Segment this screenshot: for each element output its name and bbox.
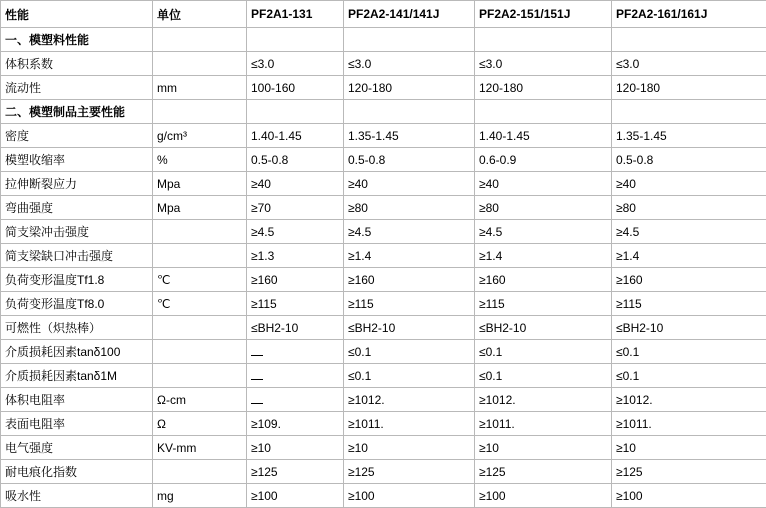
property-value: ≥1011. (344, 412, 475, 436)
property-value: ≥100 (247, 484, 344, 508)
table-row (1, 316, 766, 340)
table-row (1, 388, 766, 412)
property-label: 吸水性 (1, 484, 153, 508)
property-value: ≥40 (475, 172, 612, 196)
property-label: 介质损耗因素tanδ1M (1, 364, 153, 388)
property-value: ≥1012. (612, 388, 766, 412)
property-value: ≤BH2-10 (612, 316, 766, 340)
property-value: 0.5-0.8 (612, 148, 766, 172)
property-value (612, 100, 766, 124)
property-unit: ℃ (153, 292, 247, 316)
property-value (344, 100, 475, 124)
property-value: ≥115 (344, 292, 475, 316)
property-value (247, 388, 344, 412)
property-value: ≤3.0 (475, 52, 612, 76)
table-row (1, 364, 766, 388)
property-label: 模塑收缩率 (1, 148, 153, 172)
property-value: ≥10 (475, 436, 612, 460)
property-value: ≤0.1 (612, 364, 766, 388)
property-unit: KV-mm (153, 436, 247, 460)
property-value: 1.40-1.45 (475, 124, 612, 148)
property-value: 1.35-1.45 (344, 124, 475, 148)
column-header-pf2a2-141: PF2A2-141/141J (344, 1, 475, 28)
table-row (1, 460, 766, 484)
property-unit: % (153, 148, 247, 172)
property-value: ≤0.1 (475, 340, 612, 364)
property-value: ≥1011. (475, 412, 612, 436)
property-value: 0.5-0.8 (344, 148, 475, 172)
section-label: 二、模塑制品主要性能 (1, 100, 153, 124)
property-value: ≥115 (247, 292, 344, 316)
table-row (1, 52, 766, 76)
property-label: 可燃性（炽热棒） (1, 316, 153, 340)
property-label: 负荷变形温度Tf8.0 (1, 292, 153, 316)
property-unit: Ω (153, 412, 247, 436)
property-value: ≥40 (612, 172, 766, 196)
property-label: 流动性 (1, 76, 153, 100)
property-label: 耐电痕化指数 (1, 460, 153, 484)
property-value (475, 100, 612, 124)
property-value: ≥115 (475, 292, 612, 316)
property-unit: Mpa (153, 196, 247, 220)
property-value: ≥10 (612, 436, 766, 460)
property-value: 0.6-0.9 (475, 148, 612, 172)
empty-value-dash (251, 348, 263, 356)
property-unit: Ω-cm (153, 388, 247, 412)
table-row (1, 196, 766, 220)
column-header-pf2a2-151: PF2A2-151/151J (475, 1, 612, 28)
property-value: ≥125 (475, 460, 612, 484)
property-value: ≤0.1 (612, 340, 766, 364)
property-value: ≤3.0 (247, 52, 344, 76)
property-value: ≥10 (247, 436, 344, 460)
property-value: ≥80 (344, 196, 475, 220)
table-row (1, 436, 766, 460)
column-header-property: 性能 (1, 1, 153, 28)
table-body (1, 1, 766, 508)
property-value: ≥80 (475, 196, 612, 220)
property-value: ≤3.0 (612, 52, 766, 76)
property-value: ≥40 (247, 172, 344, 196)
section-row (1, 28, 766, 52)
property-value (247, 340, 344, 364)
property-unit: mg (153, 484, 247, 508)
property-value: ≤0.1 (344, 340, 475, 364)
property-unit (153, 52, 247, 76)
property-value: ≥1.4 (344, 244, 475, 268)
property-value: 120-180 (612, 76, 766, 100)
table-row (1, 244, 766, 268)
property-unit (153, 100, 247, 124)
property-unit: Mpa (153, 172, 247, 196)
property-value: ≤BH2-10 (247, 316, 344, 340)
table-row (1, 268, 766, 292)
section-row (1, 100, 766, 124)
property-value: ≥40 (344, 172, 475, 196)
table-row (1, 220, 766, 244)
column-header-pf2a1-131: PF2A1-131 (247, 1, 344, 28)
property-value: ≥125 (247, 460, 344, 484)
property-value: 1.35-1.45 (612, 124, 766, 148)
property-value: ≥160 (247, 268, 344, 292)
table-row (1, 148, 766, 172)
property-value (247, 364, 344, 388)
property-label: 弯曲强度 (1, 196, 153, 220)
property-value: ≥1011. (612, 412, 766, 436)
table-row (1, 292, 766, 316)
property-value: ≥4.5 (475, 220, 612, 244)
empty-value-dash (251, 396, 263, 404)
property-unit (153, 28, 247, 52)
property-value: ≥1012. (344, 388, 475, 412)
property-value (475, 28, 612, 52)
property-value: ≥1.4 (475, 244, 612, 268)
property-unit (153, 340, 247, 364)
table-row (1, 340, 766, 364)
property-label: 介质损耗因素tanδ100 (1, 340, 153, 364)
property-unit (153, 220, 247, 244)
property-value: ≤BH2-10 (344, 316, 475, 340)
property-unit (153, 364, 247, 388)
table-row (1, 412, 766, 436)
property-unit (153, 316, 247, 340)
property-label: 体积系数 (1, 52, 153, 76)
property-value (612, 28, 766, 52)
property-value: 1.40-1.45 (247, 124, 344, 148)
property-unit (153, 244, 247, 268)
property-unit: g/cm³ (153, 124, 247, 148)
property-value: ≥1.4 (612, 244, 766, 268)
property-value: 100-160 (247, 76, 344, 100)
table-header-row (1, 1, 766, 28)
property-value: ≤0.1 (344, 364, 475, 388)
property-value: ≥1012. (475, 388, 612, 412)
property-value: ≥1.3 (247, 244, 344, 268)
property-value: ≥115 (612, 292, 766, 316)
property-value (247, 28, 344, 52)
property-unit (153, 460, 247, 484)
property-value: 120-180 (344, 76, 475, 100)
property-value: ≥70 (247, 196, 344, 220)
column-header-unit: 单位 (153, 1, 247, 28)
table-row (1, 124, 766, 148)
property-value: ≤BH2-10 (475, 316, 612, 340)
property-label: 拉伸断裂应力 (1, 172, 153, 196)
column-header-pf2a2-161: PF2A2-161/161J (612, 1, 766, 28)
property-unit: ℃ (153, 268, 247, 292)
table-row (1, 484, 766, 508)
property-value: ≥125 (612, 460, 766, 484)
property-value (344, 28, 475, 52)
property-value: ≥109. (247, 412, 344, 436)
property-value: ≥100 (344, 484, 475, 508)
property-unit: mm (153, 76, 247, 100)
property-value: ≥160 (344, 268, 475, 292)
property-value: 0.5-0.8 (247, 148, 344, 172)
property-value: ≥100 (612, 484, 766, 508)
table-row (1, 76, 766, 100)
property-value: ≤3.0 (344, 52, 475, 76)
property-value: ≥80 (612, 196, 766, 220)
property-label: 负荷变形温度Tf1.8 (1, 268, 153, 292)
property-value (247, 100, 344, 124)
property-label: 简支梁缺口冲击强度 (1, 244, 153, 268)
table-row (1, 172, 766, 196)
section-label: 一、模塑料性能 (1, 28, 153, 52)
property-value: ≥4.5 (612, 220, 766, 244)
property-label: 简支梁冲击强度 (1, 220, 153, 244)
property-value: ≥160 (612, 268, 766, 292)
property-value: ≥4.5 (344, 220, 475, 244)
property-label: 密度 (1, 124, 153, 148)
property-label: 表面电阻率 (1, 412, 153, 436)
empty-value-dash (251, 372, 263, 380)
property-value: 120-180 (475, 76, 612, 100)
property-value: ≥10 (344, 436, 475, 460)
property-value: ≥160 (475, 268, 612, 292)
property-value: ≥4.5 (247, 220, 344, 244)
property-value: ≥100 (475, 484, 612, 508)
property-label: 电气强度 (1, 436, 153, 460)
property-value: ≥125 (344, 460, 475, 484)
property-label: 体积电阻率 (1, 388, 153, 412)
property-value: ≤0.1 (475, 364, 612, 388)
